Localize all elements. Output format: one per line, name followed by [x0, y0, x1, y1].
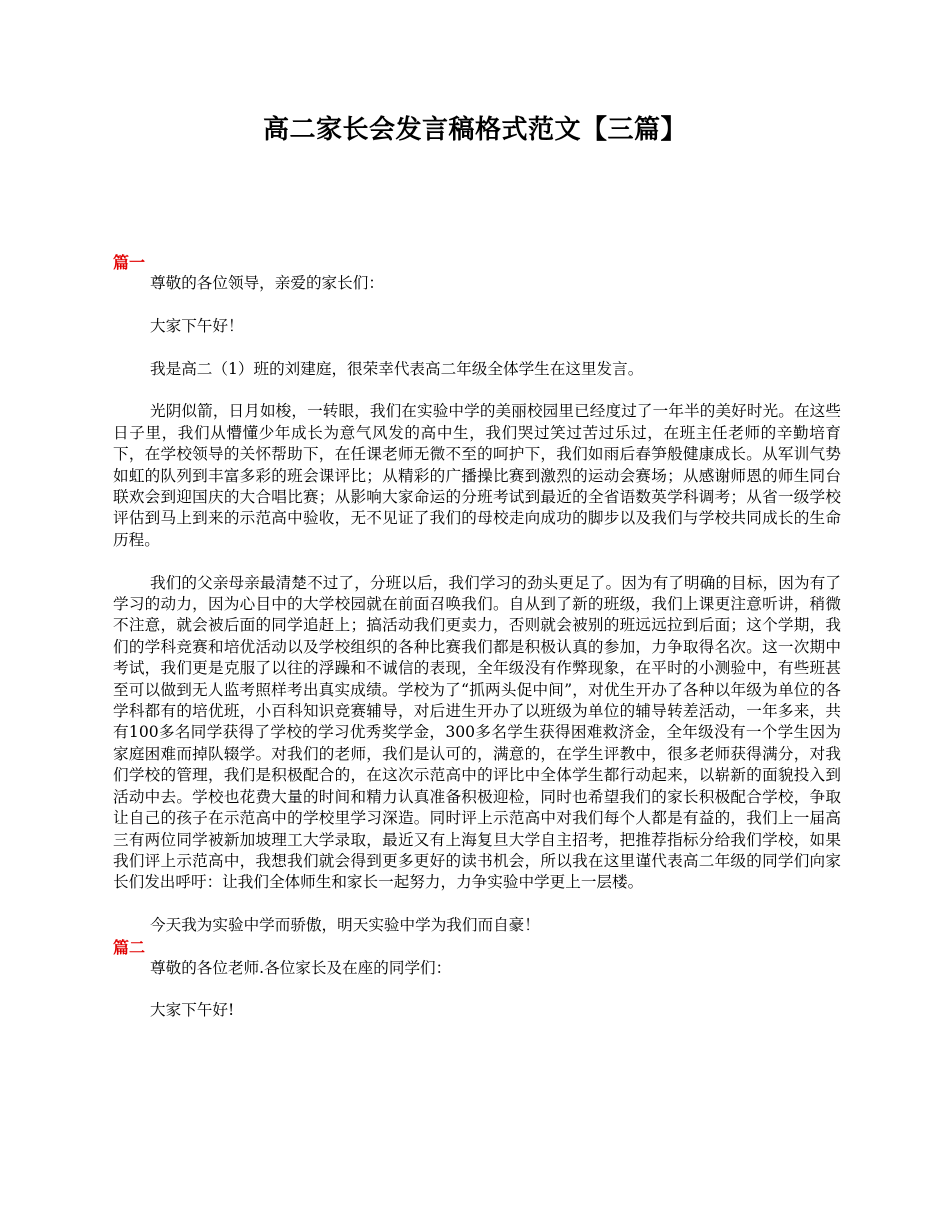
paragraph-greeting-2: 尊敬的各位老师.各位家长及在座的同学们： — [150, 958, 452, 977]
paragraph-salutation: 大家下午好！ — [150, 316, 244, 335]
document-body — [113, 252, 841, 1043]
paragraph-body-2: 我们的父亲母亲最清楚不过了，分班以后，我们学习的劲头更足了。因为有了明确的目标，因为有了学习的动力，因为心目中的大学校园就在前面召唤我们。自从到了新的班级，我们上课更注意听讲，稍微不注意，就会被后面的同学追赶上；搞活动我们更卖力，否则就会被别的班远远拉到后面；这个学期，我们的学科竞赛和培优活动以及学校组织的各种比赛我们都是积极认真的参加，力争取得名次。这一次期中考试，我们更是克服了以往的浮躁和不诚信的表现，全年级没有作弊现象，在平时的小测验中，有些班甚至可以做到无人监考照样考出真实成绩。学校为了“抓两头促中间”，对优生开办了各种以年级为单位的各学科都有的培优班，小百科知识竞赛辅导，对后进生开办了以班级为单位的辅导转差活动，一年多来，共有100多名同学获得了学校的学习优秀奖学金，300多名学生获得困难救济金，全年级没有一个学生因为家庭困难而掉队辍学。对我们的老师，我们是认可的，满意的，在学生评教中，很多老师获得满分，对我们学校的管理，我们是积极配合的，在这次示范高中的评比中全体学生都行动起来，以崭新的面貌投入到活动中去。学校也花费大量的时间和精力认真准备积极迎检，同时也希望我们的家长积极配合学校，争取让自己的孩子在示范高中的学校里学习深造。同时评上示范高中对我们每个人都是有益的，我们上一届高三有两位同学被新加坡理工大学录取，最近又有上海复旦大学自主招考，把推荐指标分给我们学校，如果我们评上示范高中，我想我们就会得到更多更好的读书机会，所以我在这里谨代表高二年级的同学们向家长们发出呼吁：让我们全体师生和家长一起努力，力争实验中学更上一层楼。 — [113, 573, 841, 892]
section-label-2: 篇二 — [113, 937, 146, 957]
document-title: 高二家长会发言稿格式范文【三篇】 — [262, 115, 687, 145]
paragraph-body-1: 光阴似箭，日月如梭，一转眼，我们在实验中学的美丽校园里已经度过了一年半的美好时光。在这些日子里，我们从懵懂少年成长为意气风发的高中生，我们哭过笑过苦过乐过，在班主任老师的辛勤培育下，在学校领导的关怀帮助下，在任课老师无微不至的呵护下，我们如雨后春笋般健康成长。从军训气势如虹的队列到丰富多彩的班会课评比；从精彩的广播操比赛到激烈的运动会赛场；从感谢师恩的师生同台联欢会到迎国庆的大合唱比赛；从影响大家命运的分班考试到最近的全省语数英学科调考；从省一级学校评估到马上到来的示范高中验收，无不见证了我们的母校走向成功的脚步以及我们与学校共同成长的生命历程。 — [113, 402, 841, 549]
paragraph-introduction: 我是高二（1）班的刘建庭，很荣幸代表高二年级全体学生在这里发言。 — [150, 359, 644, 378]
paragraph-salutation-2: 大家下午好! — [150, 1001, 235, 1020]
section-label-1: 篇一 — [113, 253, 146, 272]
paragraph-closing: 今天我为实验中学而骄傲，明天实验中学为我们而自豪！ — [150, 916, 540, 935]
paragraph-greeting: 尊敬的各位领导，亲爱的家长们： — [150, 274, 384, 292]
